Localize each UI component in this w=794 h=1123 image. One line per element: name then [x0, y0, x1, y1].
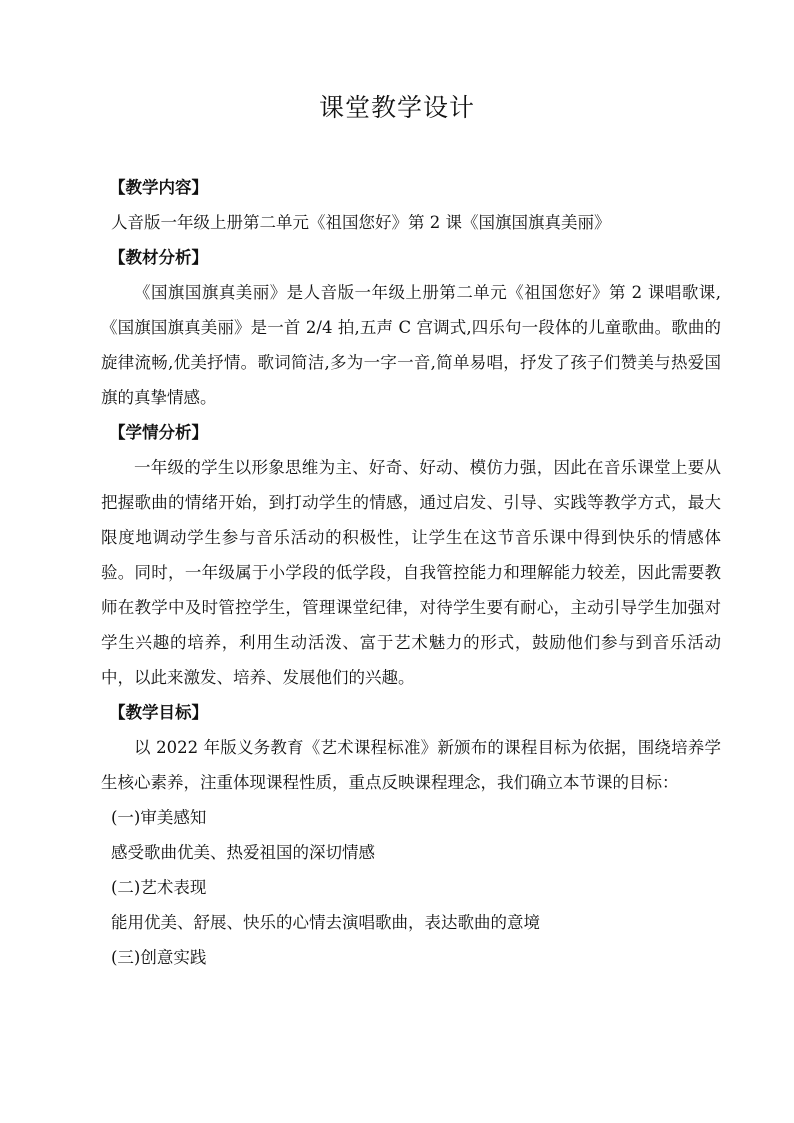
document-body [101, 170, 721, 975]
section-heading-teaching-content: 【教学内容】 [109, 178, 208, 197]
goal-item-label: (一)审美感知 [111, 808, 207, 827]
goal-item-label: (三)创意实践 [111, 948, 207, 967]
student-analysis-paragraph: 一年级的学生以形象思维为主、好奇、好动、模仿力强，因此在音乐课堂上要从把握歌曲的情绪开始，到打动学生的情感，通过启发、引导、实践等教学方式，最大限度地调动学生参与音乐活动的积极性，让学生在这节音乐课中得到快乐的情感体验。同时，一年级属于小学段的低学段，自我管控能力和理解能力较差，因此需要教师在教学中及时管控学生，管理课堂纪律，对待学生要有耐心，主动引导学生加强对学生兴趣的培养，利用生动活泼、富于艺术魅力的形式，鼓励他们参与到音乐活动中，以此来激发、培养、发展他们的兴趣。 [101, 458, 721, 687]
document-title: 课堂教学设计 [318, 93, 475, 122]
section-heading-teaching-goals: 【教学目标】 [109, 703, 208, 722]
teaching-content-text: 人音版一年级上册第二单元《祖国您好》第 2 课《国旗国旗真美丽》 [111, 213, 611, 232]
goal-item-label: (二)艺术表现 [111, 878, 207, 897]
section-heading-material-analysis: 【教材分析】 [109, 248, 208, 267]
section-heading-student-analysis: 【学情分析】 [109, 423, 208, 442]
material-analysis-paragraph: 《国旗国旗真美丽》是人音版一年级上册第二单元《祖国您好》第 2 课唱歌课,《国旗国旗真美丽》是一首 2/4 拍,五声 C 宫调式,四乐句一段体的儿童歌曲。歌曲的旋律流畅,优美抒情。歌词简洁,多为一字一音,简单易唱，抒发了孩子们赞美与热爱国旗的真挚情感。 [101, 283, 721, 407]
goal-item-text: 感受歌曲优美、热爱祖国的深切情感 [111, 843, 375, 862]
teaching-goals-paragraph: 以 2022 年版义务教育《艺术课程标准》新颁布的课程目标为依据，围绕培养学生核心素养，注重体现课程性质，重点反映课程理念，我们确立本节课的目标： [101, 738, 721, 792]
goal-item-text: 能用优美、舒展、快乐的心情去演唱歌曲，表达歌曲的意境 [111, 913, 540, 932]
